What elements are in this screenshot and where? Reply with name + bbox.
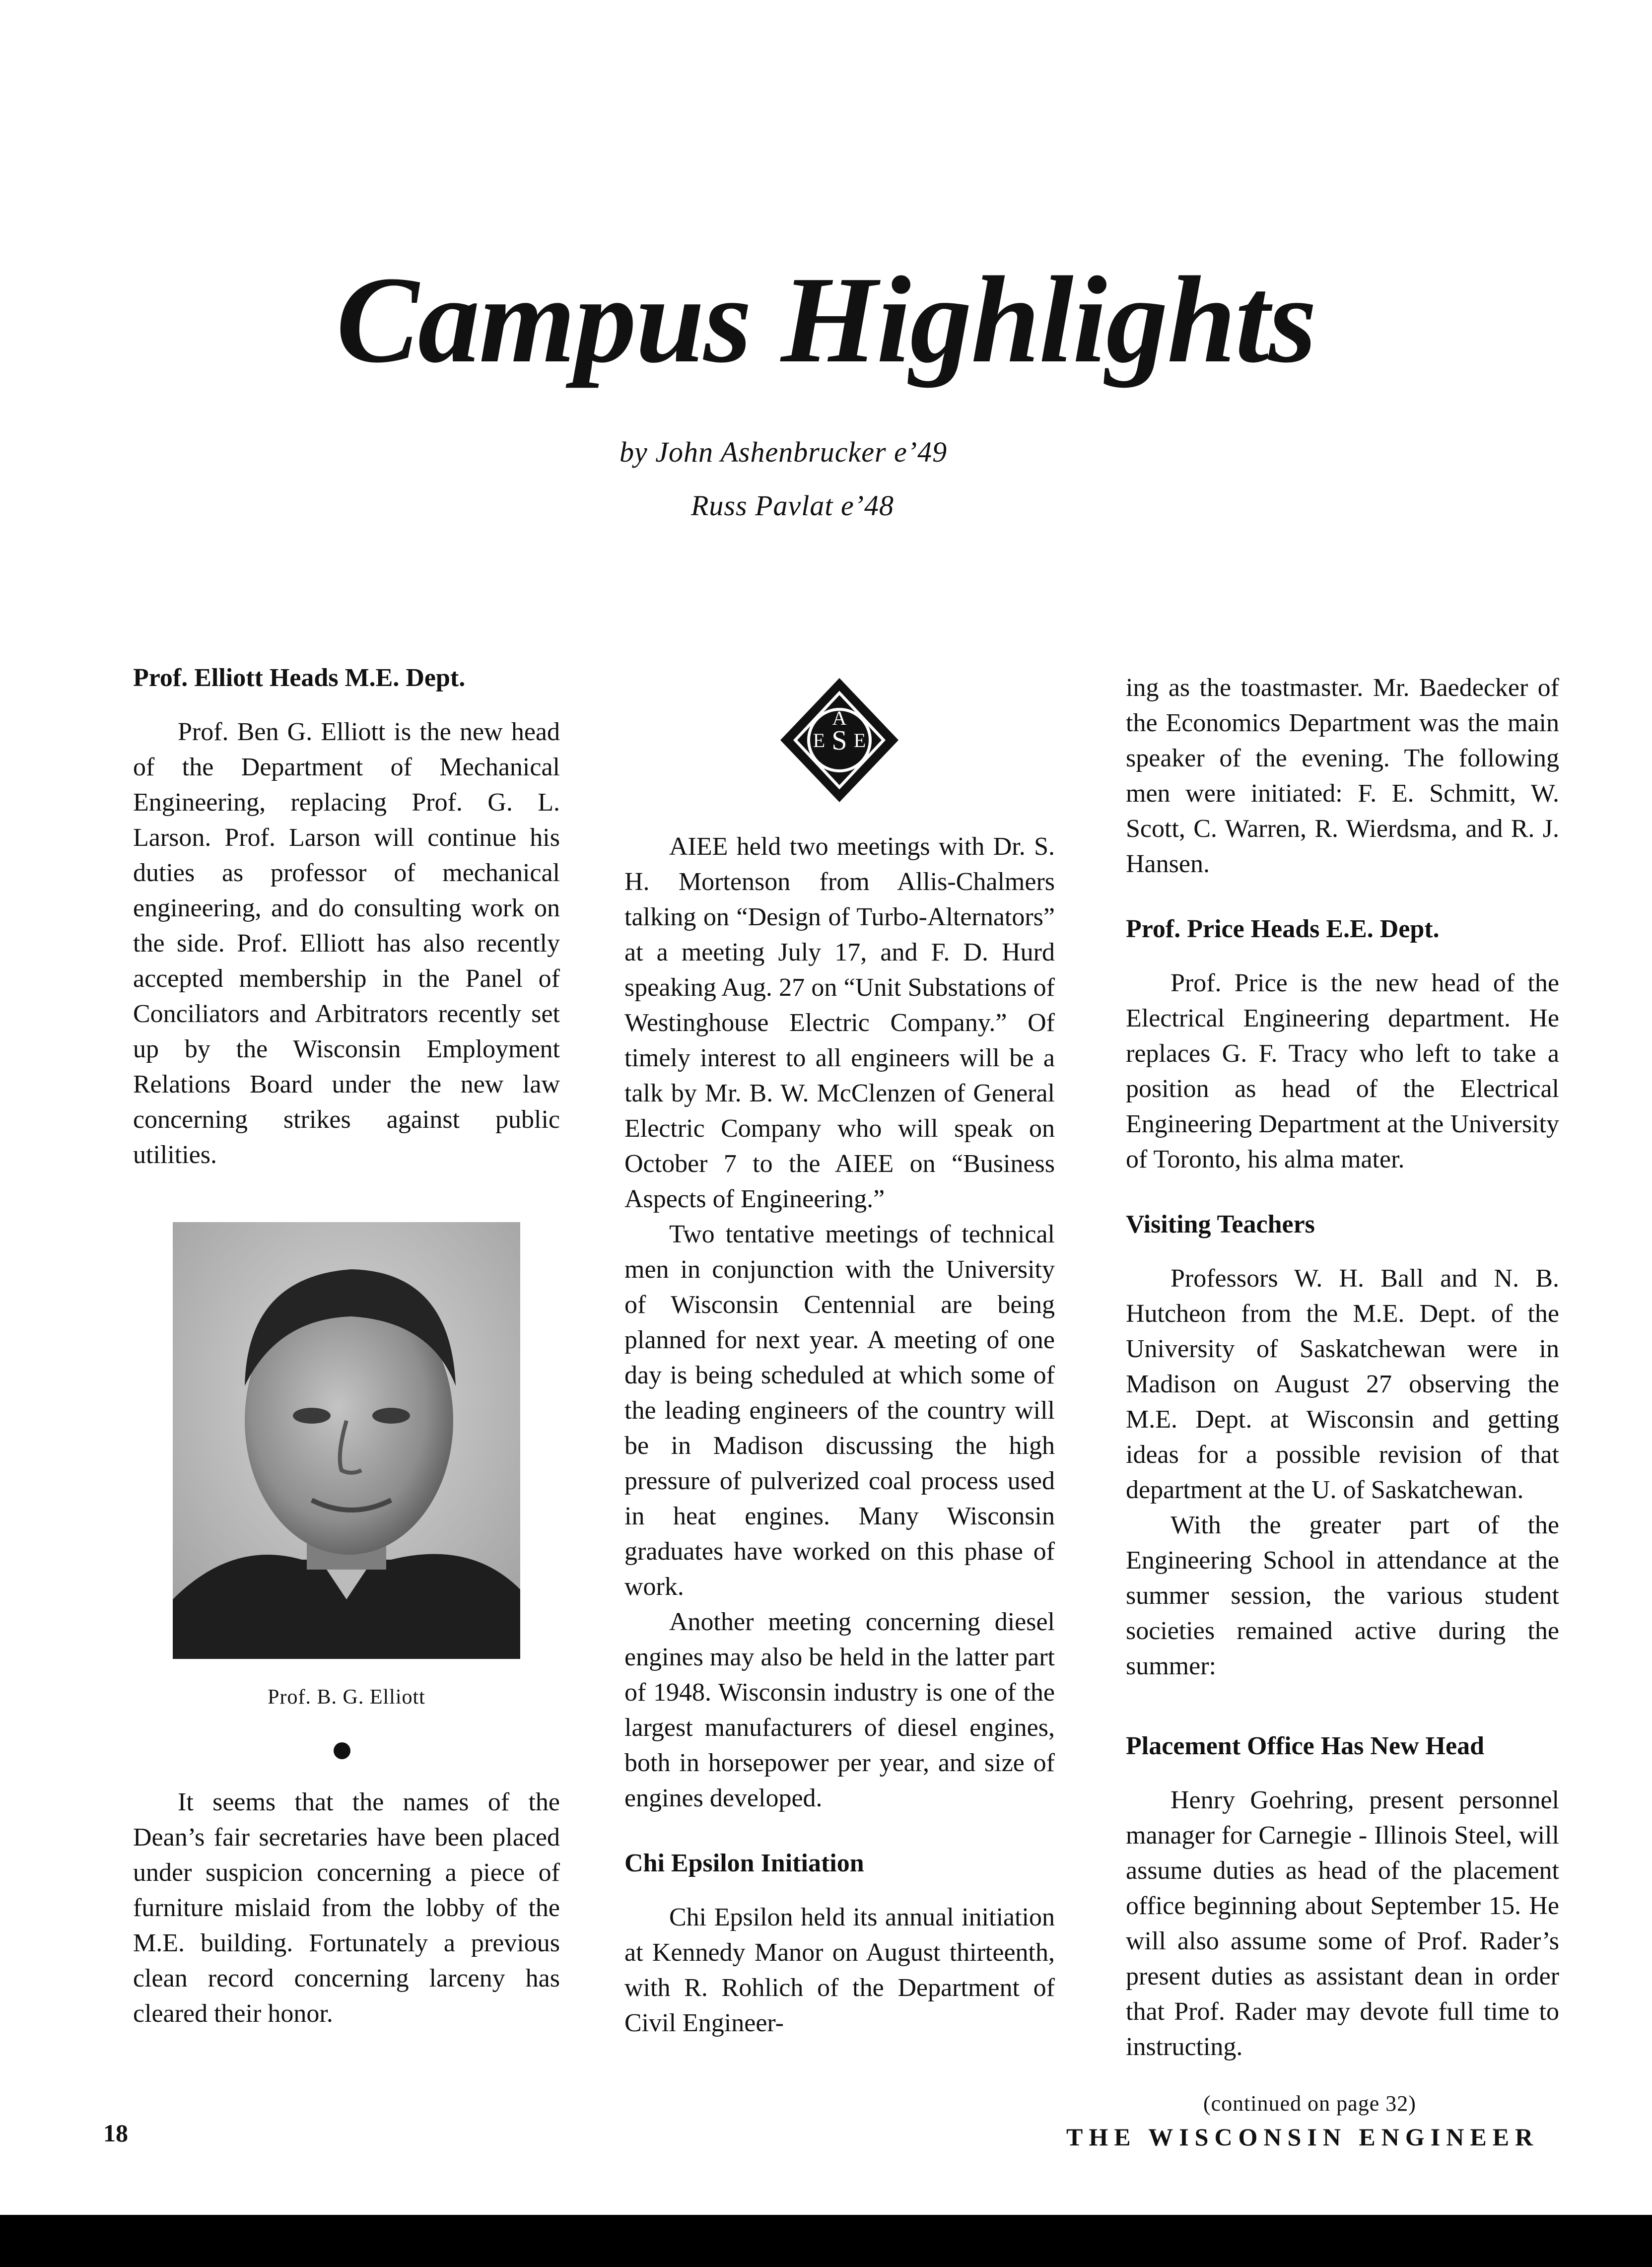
section-divider-bullet xyxy=(334,1742,350,1759)
article-summer-session: With the greater part of the Engineering School in attendance at the summer session, the various student societies remained active during the summer: xyxy=(1126,1511,1559,1680)
magazine-name: THE WISCONSIN ENGINEER xyxy=(1066,2123,1539,2151)
emblem-letter-top: A xyxy=(832,707,847,729)
scan-border xyxy=(0,2215,1652,2267)
heading-price: Prof. Price Heads E.E. Dept. xyxy=(1126,915,1440,943)
heading-chi-epsilon: Chi Epsilon Initiation xyxy=(624,1849,864,1877)
emblem-letter-right: E xyxy=(853,729,866,752)
article-centennial-meetings: Two tentative meetings of technical men in conjunction with the University of Wisconsin Centennial are being planned for next year. A meeting of one day is being scheduled at which some of the leading engineers of the country will be in Madison discussing the high pressure of pulverized coal process used in heat engines. Many Wisconsin graduates have worked on this phase of work. xyxy=(624,1220,1055,1601)
emblem-letter-left: E xyxy=(813,729,826,752)
portrait-elliott-image xyxy=(173,1222,520,1659)
article-secretaries: It seems that the names of the Dean’s fair secretaries have been placed under suspicion concerning a piece of furniture mislaid from the lobby of the M.E. building. Fortunately a previous clean record concerning larceny has cleared their honor. xyxy=(133,1788,560,2028)
article-elliott: Prof. Ben G. Elliott is the new head of the Department of Mechanical Engineering, replacing Prof. G. L. Larson. Prof. Larson will continue his duties as professor of mechanical engineering, and do consulting work on the side. Prof. Elliott has also recently accepted membership in the Panel of Conciliators and Arbitrators recently set up by the Wisconsin Employment Relations Board under the new law concerning strikes against public utilities. xyxy=(133,718,560,1169)
article-aiee-meetings: AIEE held two meetings with Dr. S. H. Mortenson from Allis-Chalmers talking on “Design of Turbo-Alternators” at a meeting July 17, and F. D. Hurd speaking Aug. 27 on “Unit Substations of Westinghouse Electric Company.” Of timely interest to all engineers will be a talk by Mr. B. W. McClenzen of General Electric Company who will speak on October 7 to the AIEE on “Business Aspects of Engineering.” xyxy=(624,832,1055,1213)
article-placement-office: Henry Goehring, present personnel manager for Carnegie - Illinois Steel, will assume duties as head of the placement office beginning about September 15. He will also assume some of Prof. Rader’s present duties as assistant dean in order that Prof. Rader may devote full time to instructing. xyxy=(1126,1786,1559,2061)
heading-placement-office: Placement Office Has New Head xyxy=(1126,1732,1485,1760)
aese-emblem xyxy=(778,676,900,804)
photo-caption: Prof. B. G. Elliott xyxy=(268,1686,425,1709)
left-column xyxy=(133,660,560,1172)
continued-note: (continued on page 32) xyxy=(1203,2091,1416,2116)
page-number: 18 xyxy=(103,2119,128,2147)
byline-primary: by John Ashenbrucker e’49 xyxy=(620,436,948,468)
article-price: Prof. Price is the new head of the Electrical Engineering department. He replaces G. F. Tracy who left to take a position as head of the Electrical Engineering Department at the University of Toronto, his alma mater. xyxy=(1126,969,1559,1173)
heading-visiting-teachers: Visiting Teachers xyxy=(1126,1210,1315,1238)
emblem-letter-center: S xyxy=(831,725,847,756)
diamond-emblem-icon xyxy=(778,676,900,804)
article-visiting-teachers: Professors W. H. Ball and N. B. Hutcheon from the M.E. Dept. of the University of Saskatchewan were in Madison on August 27 observing the M.E. Dept. at Wisconsin and getting ideas for a possible revision of that department at the U. of Saskatchewan. xyxy=(1126,1264,1559,1504)
right-column xyxy=(1126,670,1559,2064)
article-chi-epsilon-continued: ing as the toastmaster. Mr. Baedecker of the Economics Department was the main speaker of the evening. The following men were initiated: F. E. Schmitt, W. Scott, C. Warren, R. Wierdsma, and R. J. Hansen. xyxy=(1126,674,1559,878)
article-diesel-meeting: Another meeting concerning diesel engines may also be held in the latter part of 1948. Wisconsin industry is one of the largest manufacturers of diesel engines, both in horsepower per year, and size of engines developed. xyxy=(624,1608,1055,1812)
middle-column xyxy=(624,829,1055,2041)
heading-elliott: Prof. Elliott Heads M.E. Dept. xyxy=(133,664,466,692)
page-title: Campus Highlights xyxy=(336,251,1316,389)
article-chi-epsilon: Chi Epsilon held its annual initiation at Kennedy Manor on August thirteenth, with R. Rohlich of the Department of Civil Engineer- xyxy=(624,1903,1055,2037)
byline-secondary: Russ Pavlat e’48 xyxy=(691,489,895,522)
portrait-photo xyxy=(173,1222,520,1659)
